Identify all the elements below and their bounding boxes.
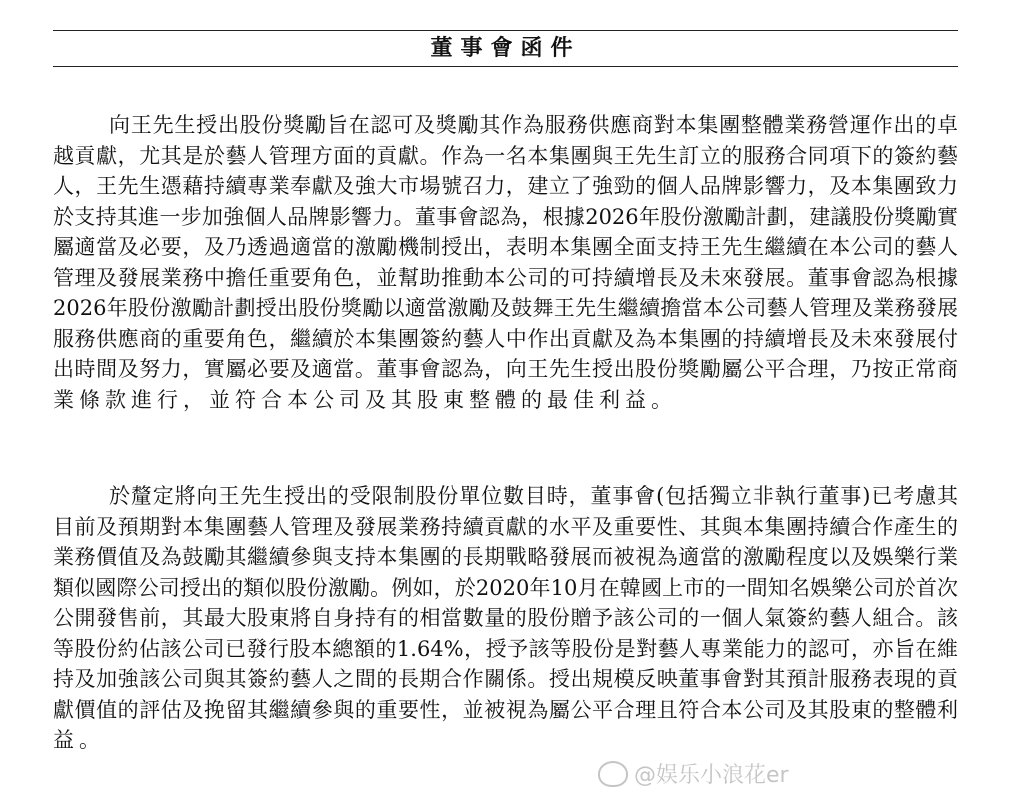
paragraph-line: 服務供應商的重要角色，繼續於本集團簽約藝人中作出貢獻及為本集團的持續增長及未來發展付 (53, 326, 958, 351)
watermark (598, 758, 789, 789)
header-top-rule (53, 30, 958, 31)
paragraph-line: 管理及發展業務中擔任重要角色，並幫助推動本公司的可持續增長及未來發展。董事會認為根據 (53, 265, 958, 290)
paragraph-1 (53, 110, 958, 415)
paragraph-line: 持及加強該公司與其簽約藝人之間的長期合作關係。授出規模反映董事會對其預計服務表現的貢 (53, 667, 958, 691)
paragraph-line: 越貢獻，尤其是於藝人管理方面的貢獻。作為一名本集團與王先生訂立的服務合同項下的簽約藝 (53, 143, 958, 168)
page-title: 董事會函件 (430, 35, 581, 61)
paragraph-line: 公開發售前，其最大股東將自身持有的相當數量的股份贈予該公司的一個人氣簽約藝人組合。該 (53, 606, 958, 630)
paragraph-line: 2026年股份激勵計劃授出股份獎勵以適當激勵及鼓舞王先生繼續擔當本公司藝人管理及業務發展 (53, 296, 958, 320)
weibo-logo-icon (598, 761, 628, 787)
paragraph-line: 類似國際公司授出的類似股份激勵。例如，於2020年10月在韓國上市的一間知名娛樂公司於首次 (53, 575, 958, 600)
paragraph-line: 於釐定將向王先生授出的受限制股份單位數目時，董事會(包括獨立非執行董事)已考慮其 (109, 484, 958, 508)
paragraph-line: 益。 (53, 728, 105, 752)
paragraph-2 (53, 481, 958, 756)
header-bottom-rule (53, 66, 958, 67)
paragraph-line: 目前及預期對本集團藝人管理及發展業務持續貢獻的水平及重要性、其與本集團持續合作產生的 (53, 514, 958, 539)
watermark-text: @娱乐小浪花er (634, 763, 789, 788)
paragraph-line: 屬適當及必要，及乃透過適當的激勵機制授出，表明本集團全面支持王先生繼續在本公司的藝人 (53, 235, 958, 259)
paragraph-line: 人，王先生憑藉持續專業奉獻及強大市場號召力，建立了強勁的個人品牌影響力，及本集團致力 (53, 174, 958, 198)
paragraph-line: 業條款進行，並符合本公司及其股東整體的最佳利益。 (53, 387, 677, 412)
paragraph-line: 獻價值的評估及挽留其繼續參與的重要性，並被視為屬公平合理且符合本公司及其股東的整體利 (53, 697, 958, 722)
paragraph-line: 等股份約佔該公司已發行股本總額的1.64%，授予該等股份是對藝人專業能力的認可，亦旨在維 (53, 636, 958, 661)
paragraph-line: 向王先生授出股份獎勵旨在認可及獎勵其作為服務供應商對本集團整體業務營運作出的卓 (109, 113, 958, 137)
paragraph-line: 業務價值及為鼓勵其繼續參與支持本集團的長期戰略發展而被視為適當的激勵程度以及娛樂行業 (53, 545, 958, 569)
paragraph-line: 出時間及努力，實屬必要及適當。董事會認為，向王先生授出股份獎勵屬公平合理，乃按正常商 (53, 357, 958, 381)
paragraph-line: 於支持其進一步加強個人品牌影響力。董事會認為，根據2026年股份激勵計劃，建議股份獎勵實 (53, 204, 958, 229)
